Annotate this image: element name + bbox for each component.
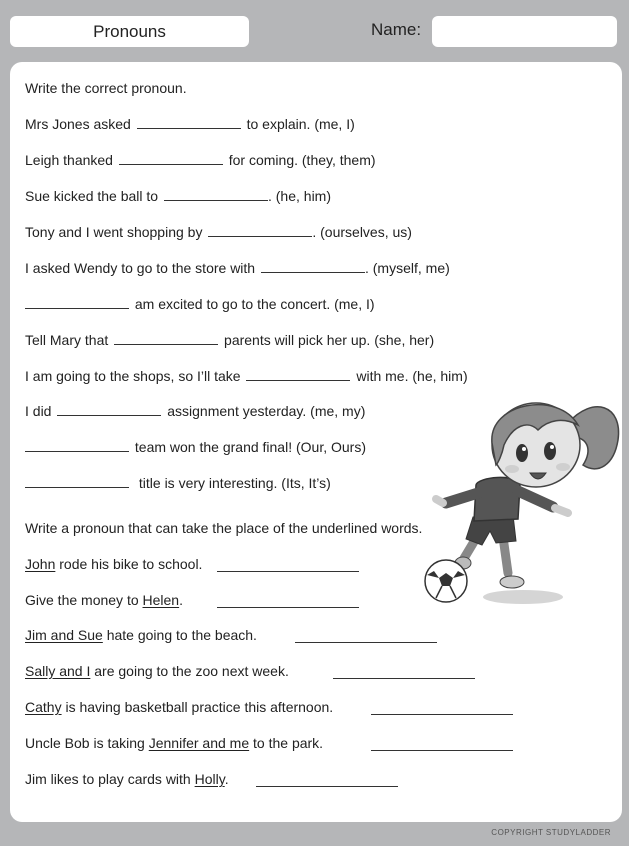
girl-soccer-illustration [418, 385, 623, 615]
answer-blank[interactable] [114, 331, 218, 345]
title-text: Pronouns [93, 21, 166, 41]
exercise-item-7: Tell Mary that parents will pick her up. (she, her) [25, 332, 435, 348]
replace-item-4: Sally and I are going to the zoo next week. [25, 663, 289, 679]
exercise-item-10: team won the grand final! (Our, Ours) [25, 438, 366, 456]
answer-blank[interactable] [137, 115, 241, 129]
answer-line[interactable] [333, 677, 475, 679]
answer-blank[interactable] [208, 223, 312, 237]
answer-blank[interactable] [164, 187, 268, 201]
exercise-item-4: Tony and I went shopping by . (ourselves, us) [25, 224, 412, 240]
right-hand-shape [555, 508, 568, 513]
exercise-item-9: I did assignment yesterday. (me, my) [25, 403, 366, 419]
soccer-ball-icon [425, 560, 467, 602]
name-label: Name: [371, 20, 422, 39]
answer-line[interactable] [256, 785, 398, 787]
answer-line[interactable] [217, 570, 359, 572]
left-arm-shape [446, 493, 478, 503]
left-hand-shape [436, 499, 443, 503]
exercise-item-6: am excited to go to the concert. (me, I) [25, 295, 375, 313]
replace-item-5: Cathy is having basketball practice this afternoon. [25, 699, 334, 715]
answer-blank[interactable] [25, 474, 129, 488]
replace-item-3: Jim and Sue hate going to the beach. [25, 627, 257, 643]
exercise-item-11: title is very interesting. (Its, It’s) [25, 474, 331, 492]
replace-item-7: Jim likes to play cards with Holly. [25, 771, 229, 787]
name-field[interactable] [432, 16, 617, 47]
exercise-item-8: I am going to the shops, so I’ll take with me. (he, him) [25, 368, 468, 384]
answer-line[interactable] [371, 713, 513, 715]
right-arm-shape [518, 491, 553, 507]
shadow-shape [483, 590, 563, 604]
answer-blank[interactable] [261, 259, 365, 273]
answer-blank[interactable] [57, 402, 161, 416]
eye-shape [544, 442, 556, 460]
replace-item-2: Give the money to Helen. [25, 592, 183, 608]
replace-item-1: John rode his bike to school. [25, 556, 203, 572]
answer-blank[interactable] [246, 367, 350, 381]
answer-blank[interactable] [25, 438, 129, 452]
eye-shape [516, 444, 528, 462]
exercise-item-3: Sue kicked the ball to . (he, him) [25, 188, 331, 204]
shoe-shape [500, 576, 524, 588]
replace-item-6: Uncle Bob is taking Jennifer and me to the park. [25, 735, 324, 751]
answer-blank[interactable] [25, 295, 129, 309]
section2-instruction: Write a pronoun that can take the place of the underlined words. [25, 520, 423, 536]
worksheet-title [10, 16, 249, 47]
shirt-shape [474, 477, 520, 521]
answer-line[interactable] [371, 749, 513, 751]
answer-blank[interactable] [119, 151, 223, 165]
answer-line[interactable] [295, 641, 437, 643]
exercise-item-1: Mrs Jones asked to explain. (me, I) [25, 116, 355, 132]
answer-line[interactable] [217, 606, 359, 608]
section1-instruction: Write the correct pronoun. [25, 80, 187, 96]
exercise-item-5: I asked Wendy to go to the store with . (myself, me) [25, 260, 450, 276]
exercise-item-2: Leigh thanked for coming. (they, them) [25, 152, 376, 168]
copyright-text: COPYRIGHT STUDYLADDER [491, 828, 611, 837]
